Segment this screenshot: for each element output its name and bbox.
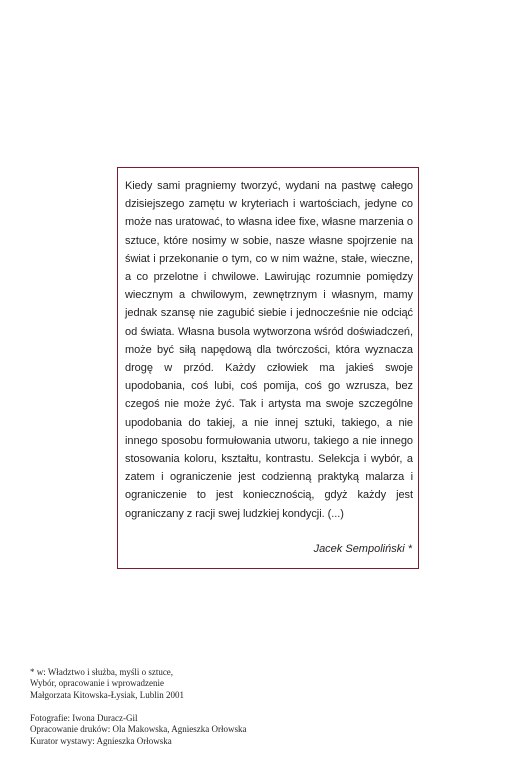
credit-prints: Opracowanie druków: Ola Makowska, Agnieszka Orłowska (30, 724, 247, 735)
footnote (30, 667, 184, 701)
footnote-line: Wybór, opracowanie i wprowadzenie (30, 678, 165, 689)
quote-author: Jacek Sempoliński * (313, 543, 412, 555)
credit-photos: Fotografie: Iwona Duracz-Gil (30, 713, 138, 723)
credit-curator: Kurator wystawy: Agnieszka Orłowska (30, 735, 172, 746)
quote-text: Kiedy sami pragniemy tworzyć, wydani na pastwę całego dzisiejszego zamętu w kryteriach i wartościach, jedyne co może nas uratować, to własna idee fixe, własne marzenia o sztuce, które nosimy w sobie, nasze własne spojrzenie na świat i przekonanie o tym, co w nim ważne, stałe, wieczne, a co przelotne i chwilowe. Lawirując rozumnie pomiędzy wiecznym a chwilowym, zewnętrznym i własnym, mamy jednak szansę nie zagubić siebie i jednocześnie nie odciąć od świata. Własna busola wytworzona wśród doświadczeń, może być siłą napędową dla twórczości, która wyznacza drogę w przód. Każdy człowiek ma jakieś swoje upodobania, coś lubi, coś pomija, coś go wzrusza, bez czegoś nie może żyć. Tak i artysta ma swoje szczególne upodobania do takiej, a nie innej sztuki, takiego, a nie innego sposobu formułowania utworu, takiego a nie innego stosowania koloru, kształtu, kontrastu. Selekcja i wybór, a zatem i ograniczenie jest codzienną praktyką malarza i ograniczenie to jest koniecznością, gdyż każdy jest ograniczany z racji swej ludzkiej kondycji. (...) (125, 180, 413, 520)
credits (30, 713, 246, 747)
footnote-line: * w: Władztwo i służba, myśli o sztuce, (30, 667, 174, 677)
footnote-line: Małgorzata Kitowska-Łysiak, Lublin 2001 (30, 689, 184, 700)
